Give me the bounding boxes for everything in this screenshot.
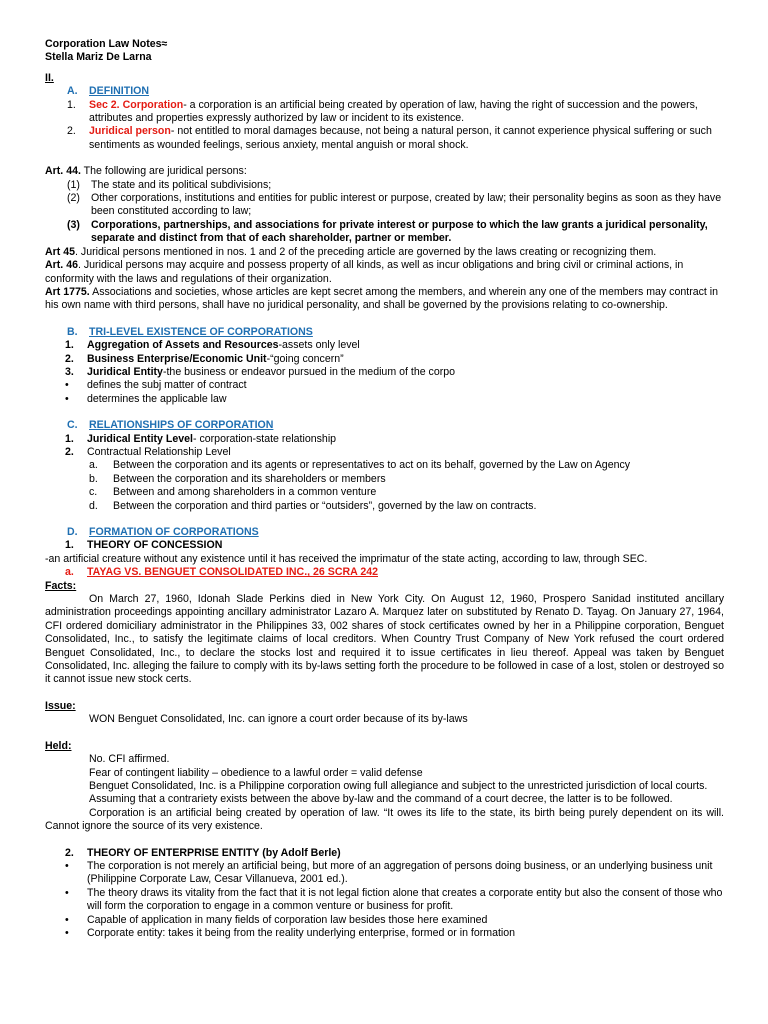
section-d-heading <box>45 526 724 539</box>
art44-item <box>45 179 724 192</box>
item-text: Between the corporation and third parties or “outsiders”, governed by the law on contracts. <box>113 499 537 512</box>
item-letter: a. <box>89 459 98 472</box>
tri-level-item <box>45 353 724 366</box>
issue-text: WON Benguet Consolidated, Inc. can ignore a court order because of its by-laws <box>89 713 468 726</box>
bullet-item <box>45 860 724 887</box>
case-heading <box>45 566 724 579</box>
facts-label: Facts: <box>45 579 77 592</box>
case-title: TAYAG VS. BENGUET CONSOLIDATED INC., 26 SCRA 242 <box>87 566 378 579</box>
bullet-item <box>45 914 724 927</box>
section-title: DEFINITION <box>89 85 150 98</box>
item-number: (2) <box>67 192 80 205</box>
held-line: Benguet Consolidated, Inc. is a Philippine corporation owing full allegiance and subject to the unrestricted jurisdiction of local courts. <box>89 779 708 792</box>
item-number: 3. <box>65 365 74 378</box>
tri-level-item <box>45 366 724 379</box>
section-letter: A. <box>67 85 78 98</box>
item-text: -“going concern” <box>266 352 344 365</box>
red-term: Juridical person <box>89 125 171 138</box>
item-number: 1. <box>65 339 74 352</box>
facts-text: On March 27, 1960, Idonah Slade Perkins died in New York City. On August 12, 1960, Prospero Sanidad instituted ancillary administration proceedings appointing ancillary administrator Lazaro A. Marquez later on substituted by Renato D. Tayag. On January 27, 1964, CFI ordered domiciliary administrator in the Philippines 33, 002 shares of stock certificates owned by her in a Philippine corporation, Benguet Consolidated, Inc., to satisfy the legitimate claims of local creditors. When Country Trust Company of New York refused the court ordered Benguet Consolidated, Inc., to declare the stocks lost and required it to issue certificates in lieu thereof. Appeal was taken by Benguet Consolidated, Inc. alleging the failure to comply with its by-laws setting forth the procedure to be followed in case of a lost, stolen or destroyed so it cannot issue new stock certs. <box>45 593 724 686</box>
bullet-icon: • <box>65 859 69 872</box>
bold-term: Aggregation of Assets and Resources <box>87 339 279 352</box>
held-label: Held: <box>45 739 72 752</box>
article-label: Art. 44. <box>45 165 81 178</box>
sub-item <box>45 500 724 513</box>
bullet-icon: • <box>65 913 69 926</box>
bullet-text: defines the subj matter of contract <box>87 379 247 392</box>
item-text: The state and its political subdivisions; <box>91 178 272 191</box>
held-line: Corporation is an artificial being created by operation of law. “It owes its life to the state, its birth being purely dependent on its will. Cannot ignore the source of its very existence. <box>45 806 724 833</box>
item-text: -assets only level <box>278 339 360 352</box>
item-number: 2. <box>65 352 74 365</box>
definition-item <box>45 125 724 152</box>
section-letter: D. <box>67 526 78 538</box>
item-text: - corporation-state relationship <box>192 432 337 445</box>
held-line: Assuming that a contrariety exists between the above by-law and the command of a court decree, the latter is to be followed. <box>89 793 673 806</box>
sub-item <box>45 473 724 486</box>
item-text: - a corporation is an artificial being created by operation of law, having the right of succession and the powers, attributes and properties expressly authorized by law or incident to its existence. <box>89 98 698 125</box>
article-text: Associations and societies, whose articles are kept secret among the members, and wherein any one of the members may contract in his own name with third persons, shall have no juridical personality, and shall be governed by the provisions relating to co-ownership. <box>45 285 719 312</box>
held-line: No. CFI affirmed. <box>89 753 170 766</box>
bullet-text: The theory draws its vitality from the fact that it is not legal fiction alone that creates a corporate entity but also the consent of those who will form the corporation to engage in a common venture or business for profit. <box>87 886 723 913</box>
red-term: Sec 2. Corporation <box>89 98 184 111</box>
article-text: The following are juridical persons: <box>80 165 247 178</box>
bold-term: Business Enterprise/Economic Unit <box>87 352 267 365</box>
sub-item <box>45 459 724 472</box>
section-c-heading <box>45 419 724 432</box>
art46 <box>45 259 724 286</box>
item-number: 2. <box>65 445 74 458</box>
theory-title: THEORY OF ENTERPRISE ENTITY (by Adolf Berle) <box>87 846 341 859</box>
theory-description: -an artificial creature without any existence until it has received the imprimatur of the state acting, according to law, through SEC. <box>45 552 648 565</box>
bullet-item <box>45 887 724 914</box>
art1775 <box>45 286 724 313</box>
item-text: -the business or endeavor pursued in the medium of the corpo <box>162 365 456 378</box>
roman-heading: II. <box>45 71 54 84</box>
bullet-icon: • <box>65 926 69 939</box>
doc-title: Corporation Law Notes≈ <box>45 38 168 50</box>
theory-title: THEORY OF CONCESSION <box>87 539 223 552</box>
bullet-icon: • <box>65 392 69 405</box>
theory-heading <box>45 539 724 552</box>
bullet-text: The corporation is not merely an artificial being, but more of an aggregation of persons doing business, or an underlying business unit (Philippine Corporate Law, Cesar Villanueva, 2001 ed.). <box>87 859 713 886</box>
relationship-item <box>45 446 724 459</box>
section-a-heading <box>45 85 724 98</box>
bullet-icon: • <box>65 379 69 392</box>
bullet-item <box>45 393 724 406</box>
item-number: 1. <box>65 432 74 445</box>
section-title: FORMATION OF CORPORATIONS <box>89 526 259 538</box>
section-letter: B. <box>67 325 78 338</box>
bullet-icon: • <box>65 886 69 899</box>
art44-item <box>45 219 724 246</box>
section-title: TRI-LEVEL EXISTENCE OF CORPORATIONS <box>89 325 313 338</box>
relationship-item <box>45 433 724 446</box>
bullet-text: Corporate entity: takes it being from the reality underlying enterprise, formed or in formation <box>87 926 516 939</box>
bullet-item <box>45 379 724 392</box>
art44-intro <box>45 165 724 178</box>
item-number: (1) <box>67 178 80 191</box>
item-text: Corporations, partnerships, and associations for private interest or purpose to which the law grants a juridical personality, separate and distinct from that of each shareholder, partner or member. <box>91 218 708 245</box>
art44-item <box>45 192 724 219</box>
tri-level-item <box>45 339 724 352</box>
article-label: Art. 46 <box>45 259 78 272</box>
item-text: Between the corporation and its agents or representatives to act on its behalf, governed by the Law on Agency <box>113 459 631 472</box>
issue-label: Issue: <box>45 699 76 712</box>
item-letter: c. <box>89 486 98 499</box>
article-label: Art 1775. <box>45 285 90 298</box>
item-text: Between and among shareholders in a common venture <box>113 486 377 499</box>
section-letter: C. <box>67 419 78 432</box>
bullet-text: determines the applicable law <box>87 392 227 405</box>
article-text: . Juridical persons mentioned in nos. 1 and 2 of the preceding article are governed by the laws creating or recognizing them. <box>75 245 657 258</box>
bullet-item <box>45 927 724 940</box>
article-label: Art 45 <box>45 245 76 258</box>
definition-item <box>45 99 724 126</box>
item-number: 1. <box>65 539 74 552</box>
bullet-text: Capable of application in many fields of corporation law besides those here examined <box>87 913 488 926</box>
sub-item <box>45 486 724 499</box>
item-text: Contractual Relationship Level <box>87 445 231 458</box>
item-number: 2. <box>67 125 76 138</box>
item-text: - not entitled to moral damages because, not being a natural person, it cannot experience physical suffering or such sentiments as wounded feelings, serious anxiety, mental anguish or moral shock. <box>89 125 712 151</box>
item-text: Other corporations, institutions and entities for public interest or purpose, created by law; their personality begins as soon as they have been constituted according to law; <box>91 192 722 218</box>
section-title: RELATIONSHIPS OF CORPORATION <box>89 419 274 432</box>
bold-term: Juridical Entity <box>87 365 163 378</box>
item-number: 1. <box>67 98 76 111</box>
doc-author: Stella Mariz De Larna <box>45 51 152 64</box>
item-number: (3) <box>67 218 80 231</box>
case-letter: a. <box>65 566 74 579</box>
art45 <box>45 246 724 259</box>
bold-term: Juridical Entity Level <box>87 432 193 445</box>
article-text: . Juridical persons may acquire and possess property of all kinds, as well as incur obligations and bring civil or criminal actions, in conformity with the laws and regulations of their organization. <box>45 259 684 285</box>
item-letter: d. <box>89 499 98 512</box>
item-letter: b. <box>89 472 98 485</box>
theory-heading <box>45 847 724 860</box>
item-number: 2. <box>65 846 74 859</box>
item-text: Between the corporation and its shareholders or members <box>113 472 386 485</box>
section-b-heading <box>45 326 724 339</box>
held-line: Fear of contingent liability – obedience to a lawful order = valid defense <box>89 766 423 779</box>
